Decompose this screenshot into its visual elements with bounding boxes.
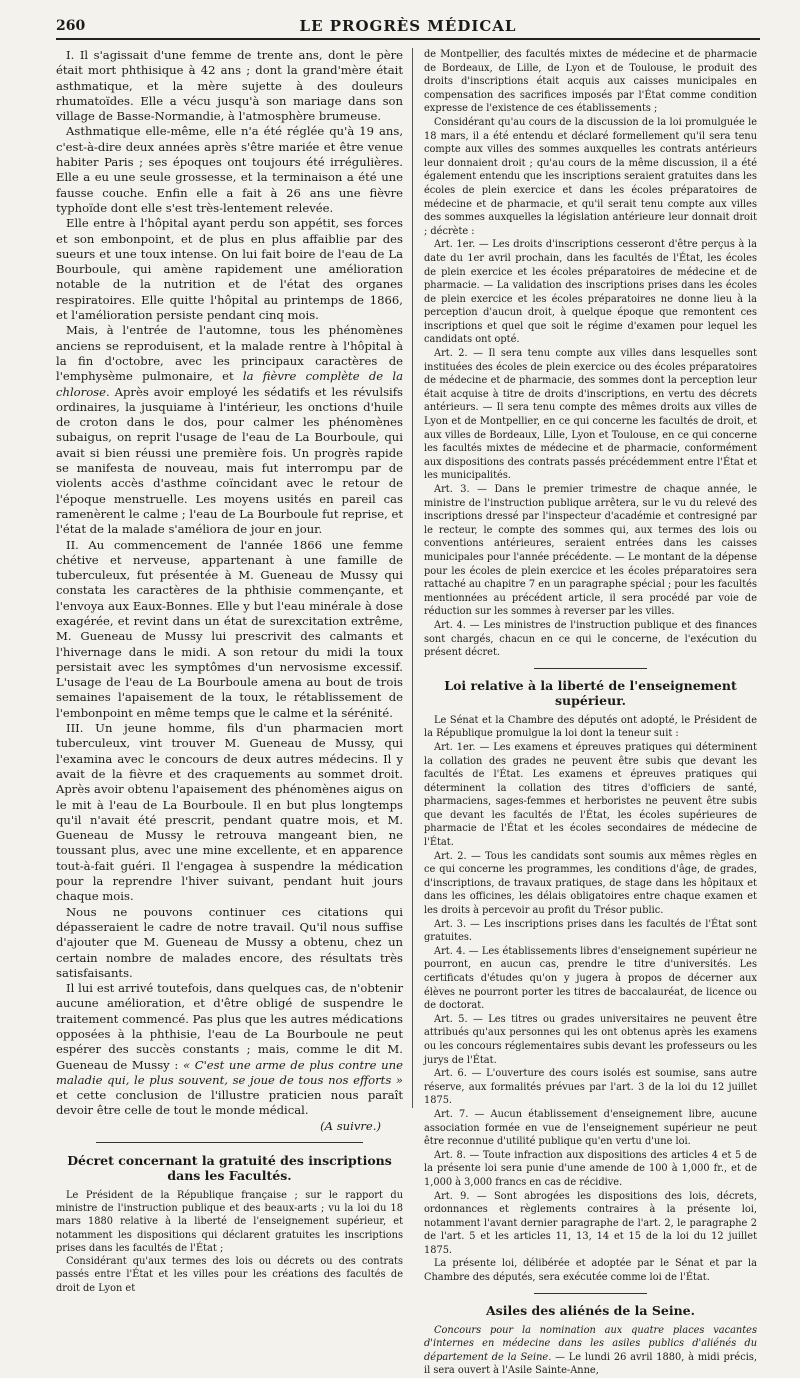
quotation: « C'est une arme de plus contre une maladie qui, le plus souvent, se joue de tous nos efforts »: [56, 1057, 403, 1087]
decret-paragraph: Le Président de la République française ; sur le rapport du ministre de l'instruction publique et des beaux-arts ; vu la loi du 18 mars 1880 relative à la liberté de l'enseignement supérieur, et notamment les dispositions qui déclarent gratuites les inscriptions prises dans les facultés de l'État ;: [56, 1190, 403, 1254]
article: Art. 2. — Tous les candidats sont soumis aux mêmes règles en ce qui concerne les programmes, les conditions d'âge, de grades, d'inscriptions, de travaux pratiques, de stage dans les hôpitaux et dans les officines, les délais obligatoires entre chaque examen et les droits à percevoir au profit du Trésor public.: [424, 850, 757, 917]
article: Art. 2. — Il sera tenu compte aux villes dans lesquelles sont instituées des écoles de plein exercice ou des écoles préparatoires de médecine et de pharmacie, des sommes dont la perception leur était acquise à titre de droits d'inscriptions, en vertu des décrets antérieurs. — Il sera tenu compte des mêmes droits aux villes de Lyon et de Montpellier, en ce qui concerne les facultés de droit, et aux villes de Bordeaux, Lille, Lyon et Toulouse, en ce qui concerne les facultés mixtes de médecine et de pharmacie, conformément aux dispositions des contrats passés précédemment entre l'État et les municipalités.: [424, 348, 757, 482]
paragraph: Nous ne pouvons continuer ces citations qui dépasseraient le cadre de notre travail. Qu'il nous suffise d'ajouter que M. Gueneau de Mussy a obtenu, chez un certain nombre de malades encore, des résultats très satisfaisants.: [56, 904, 403, 980]
article: Art. 5. — Les titres ou grades universitaires ne peuvent être attribués qu'aux personnes qui les ont obtenus après les examens ou les concours réglementaires subis devant les professeurs ou les jurys de l'État.: [424, 1013, 757, 1066]
case-three-paragraph: III. Un jeune homme, fils d'un pharmacien mort tuberculeux, vint trouver M. Gueneau de Mussy, qui l'examina avec le concours de deux autres médecins. Il y avait de la fièvre et des craquements au sommet droit. Après avoir obtenu l'apaisement des phénomènes aigus on le mit à l'eau de La Bourboule. Il en but plus longtemps qu'il n'avait été prescrit, pendant quatre mois, et M. Gueneau de Mussy le retrouva mangeant bien, ne toussant plus, avec une mine excellente, et en apparence tout-à-fait guéri. Il l'engagea à suspendre la médication pour la reprendre l'hiver suivant, pendant huit jours chaque mois.: [56, 721, 403, 904]
italic-phrase: Concours pour la nomination aux quatre places vacantes d'internes en médecine dans les asiles publics d'aliénés du département de la Seine.: [424, 1324, 757, 1363]
columns: [56, 48, 760, 1377]
text-run: — Le lundi 26 avril 1880, à midi précis, il sera ouvert à l'Asile Sainte-Anne,: [424, 1351, 757, 1377]
to-be-continued: (A suivre.): [320, 1118, 381, 1133]
decret-paragraph: Considérant qu'aux termes des lois ou décrets ou des contrats passés entre l'État et les villes pour les créations des facultés de droit de Lyon et: [56, 1256, 403, 1294]
paragraph: [56, 323, 403, 537]
article: Art. 7. — Aucun établissement d'enseignement libre, aucune association formée en vue de l'enseignement supérieur ne peut être reconnue d'utilité publique qu'en vertu d'une loi.: [424, 1108, 757, 1148]
text-run: Il lui est arrivé toutefois, dans quelques cas, de n'obtenir aucune amélioration, et d'être obligé de suspendre le traitement commencé. Pas plus que les autres médications opposées à la phthisie, l'eau de La Bourboule ne peut espérer des succès constants ; mais, comme le dit M. Gueneau de Mussy :: [56, 981, 403, 1072]
section-divider: [534, 1293, 647, 1294]
paragraph: Elle entre à l'hôpital ayant perdu son appétit, ses forces et son embonpoint, et de plus en plus affaiblie par des sueurs et une toux intense. On lui fait boire de l'eau de La Bourboule, qui amène rapidement une amélioration notable de la nutrition et de l'état des organes respiratoires. Elle quitte l'hôpital au printemps de 1866, et l'amélioration persiste pendant cinq mois.: [56, 216, 403, 323]
article: Art. 3. — Les inscriptions prises dans les facultés de l'État sont gratuites.: [424, 918, 757, 944]
article: Art. 9. — Sont abrogées les dispositions des lois, décrets, ordonnances et règlements contraires à la présente loi, notamment l'avant dernier paragraphe de l'art. 2, le paragraphe 2 de l'art. 5 et les articles 11, 13, 14 et 15 de la loi du 12 juillet 1875.: [424, 1190, 757, 1256]
article: Art. 1er. — Les droits d'inscriptions cesseront d'être perçus à la date du 1er avril prochain, dans les facultés de l'État, les écoles de plein exercice et les écoles préparatoires de médecine et de pharmacie. — La validation des inscriptions prises dans les écoles de plein exercice et les écoles préparatoires ne donne lieu à la perception d'aucun droit, à quelque époque que remontent ces inscriptions et quel que soit le régime d'examen pour lequel les candidats ont opté.: [424, 239, 757, 346]
section-divider: [534, 668, 647, 669]
case-one-paragraph: I. Il s'agissait d'une femme de trente ans, dont le père était mort phthisique à 42 ans ; dont la grand'mère était asthmatique, et la mère sujette à des douleurs rhumatoïdes. Elle a vécu jusqu'à son mariage dans son village de Basse-Normandie, à l'atmosphère brumeuse.: [56, 48, 403, 124]
paragraph: Asthmatique elle-même, elle n'a été réglée qu'à 19 ans, c'est-à-dire deux années après s'être mariée et être venue habiter Paris ; ses époques ont toujours été irrégulières. Elle a eu une seule grossesse, et la terminaison a été une fausse couche. Enfin elle a fait à 26 ans une fièvre typhoïde dont elle s'est très-lentement relevée.: [56, 124, 403, 215]
page-header: [56, 16, 760, 40]
italic-phrase: la fièvre complète de la chlorose: [56, 369, 403, 399]
text-run: et cette conclusion de l'illustre praticien nous paraît devoir être celle de tout le monde médical.: [56, 1088, 403, 1118]
asiles-heading: Asiles des aliénés de la Seine.: [485, 1302, 695, 1318]
paragraph: [56, 981, 403, 1134]
running-title: LE PROGRÈS MÉDICAL: [299, 17, 517, 35]
section-divider: [96, 1142, 363, 1143]
decret-continuation: de Montpellier, des facultés mixtes de médecine et de pharmacie de Bordeaux, de Lille, de Lyon et de Toulouse, le produit des droits d'inscriptions était acquis aux caisses municipales en compensation des sacrifices imposés par l'État comme condition expresse de l'existence de ces établissements ;: [424, 49, 757, 115]
article: Art. 3. — Dans le premier trimestre de chaque année, le ministre de l'instruction publique arrêtera, sur le vu du relevé des inscriptions dressé par l'inspecteur d'académie et contresigné par le recteur, le compte des sommes qui, aux termes des lois ou conventions antérieures, seraient entrées dans les caisses municipales pour l'année précédente. — Le montant de la dépense pour les écoles de plein exercice et les écoles préparatoires sera rattaché au chapitre 7 en un paragraphe spécial ; pour les facultés mentionnées au précédent article, il sera procédé par voie de réduction sur les sommes à reverser par les villes.: [424, 484, 757, 618]
paragraph: Considérant qu'au cours de la discussion de la loi promulguée le 18 mars, il a été entendu et déclaré formellement qu'il sera tenu compte aux villes des sommes auxquelles les contrats antérieurs leur donnaient droit ; qu'au cours de la même discussion, il a été également entendu que les inscriptions seraient gratuites dans les écoles de plein exercice et dans les écoles préparatoires de médecine et de pharmacie, et qu'il serait tenu compte aux villes des sommes auxquelles la législation antérieure leur donnait droit ; décrète :: [424, 116, 757, 237]
decret-heading: Décret concernant la gratuité des inscriptions dans les Facultés.: [67, 1153, 392, 1184]
paragraph: Le Sénat et la Chambre des députés ont adopté, le Président de la République promulgue la loi dont la teneur suit :: [424, 714, 757, 740]
case-two-paragraph: II. Au commencement de l'année 1866 une femme chétive et nerveuse, appartenant à une famille de tuberculeux, fut présentée à M. Gueneau de Mussy qui constata les caractères de la phthisie commençante, et l'envoya aux Eaux-Bonnes. Elle y but l'eau minérale à dose exagérée, et revint dans un état de surexcitation extrême, M. Gueneau de Mussy lui prescrivit des calmants et l'hivernage dans le midi. A son retour du midi la toux persistait avec les symptômes d'un nervosisme excessif. L'usage de l'eau de La Bourboule amena au bout de trois semaines l'apaisement de la toux, le rétablissement de l'embonpoint en même temps que le calme et la sérénité.: [56, 537, 403, 720]
article: Art. 6. — L'ouverture des cours isolés est soumise, sans autre réserve, aux formalités prévues par l'art. 3 de la loi du 12 juillet 1875.: [424, 1068, 757, 1107]
left-column: [56, 48, 413, 1294]
article: Art. 8. — Toute infraction aux dispositions des articles 4 et 5 de la présente loi sera punie d'une amende de 100 à 1,000 fr., et de 1,000 à 3,000 francs en cas de récidive.: [424, 1149, 757, 1188]
loi-heading: Loi relative à la liberté de l'enseignement supérieur.: [444, 677, 737, 708]
page-number: 260: [56, 18, 86, 34]
right-column: [413, 48, 757, 1377]
text-run: . Après avoir employé les sédatifs et les révulsifs ordinaires, la jusquiame à l'intérieur, les onctions d'huile de croton dans le dos, pour calmer les phénomènes subaigus, on reprit l'usage de l'eau de La Bourboule, qui avait si bien réussi une première fois. Un progrès rapide se manifesta de nouveau, mais fut interrompu par de violents accès d'asthme coïncidant avec le retour de l'époque menstruelle. Les moyens usités en pareil cas ramenèrent le calme ; l'eau de La Bourboule fut reprise, et l'état de la malade s'améliora de jour en jour.: [56, 384, 403, 537]
paragraph: [424, 1324, 757, 1378]
article: Art. 4. — Les établissements libres d'enseignement supérieur ne pourront, en aucun cas, prendre le titre d'universités. Les certificats d'études qu'on y jugera à propos de décerner aux élèves ne pourront porter les titres de baccalauréat, de licence ou de doctorat.: [424, 945, 757, 1012]
article: Art. 1er. — Les examens et épreuves pratiques qui déterminent la collation des grades ne peuvent être subis que devant les facultés de l'État. Les examens et épreuves pratiques qui déterminent la collation des titres d'officiers de santé, pharmaciens, sages-femmes et herboristes ne peuvent être subis que devant les facultés de l'État, les écoles supérieures de pharmacie de l'État et les écoles secondaires de médecine de l'État.: [424, 741, 757, 849]
paragraph: La présente loi, délibérée et adoptée par le Sénat et par la Chambre des députés, sera exécutée comme loi de l'État.: [424, 1258, 757, 1284]
article: Art. 4. — Les ministres de l'instruction publique et des finances sont chargés, chacun en ce qui le concerne, de l'exécution du présent décret.: [424, 619, 757, 659]
text-run: Mais, à l'entrée de l'automne, tous les phénomènes anciens se reproduisent, et la malade rentre à l'hôpital à la fin d'octobre, avec les principaux caractères de l'emphysème pulmonaire, et: [56, 323, 403, 384]
